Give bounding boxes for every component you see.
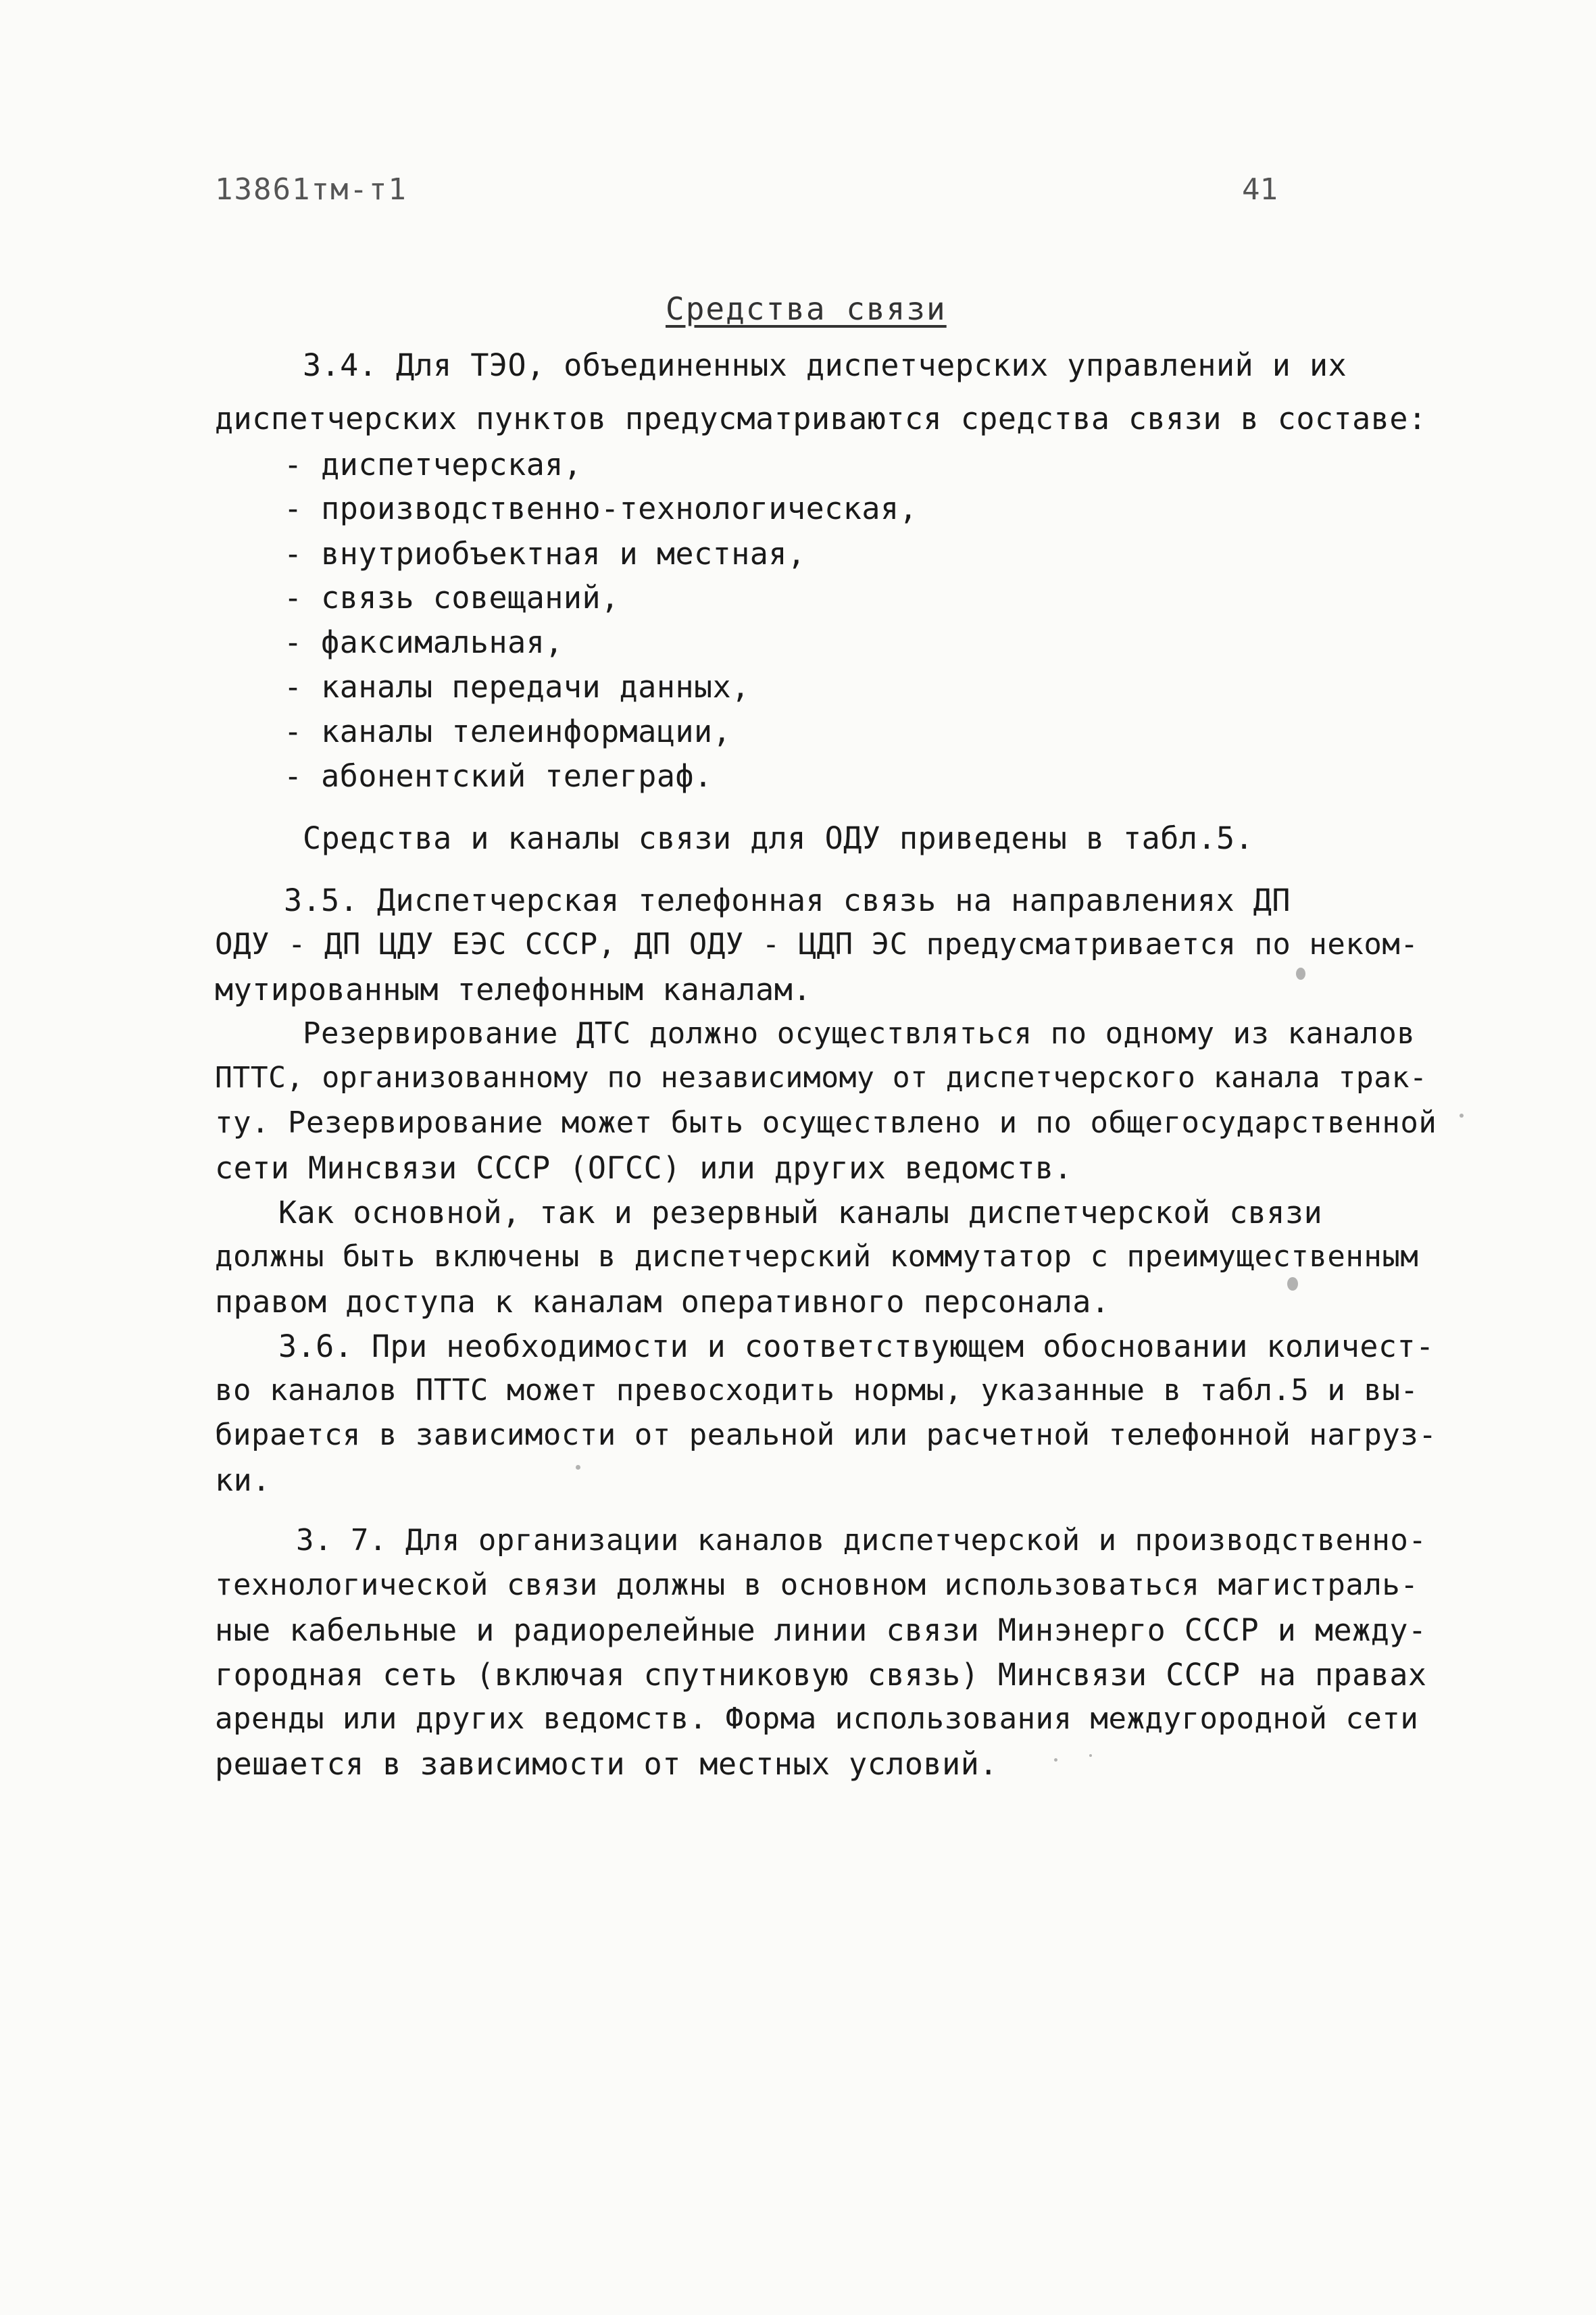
paragraph-3-7-line: ные кабельные и радиорелейные линии связи Минэнерго СССР и между- [215,1612,1427,1648]
paragraph-3-6-line: во каналов ПТТС может превосходить нормы, указанные в табл.5 и вы- [215,1373,1419,1408]
paragraph-reserve-line: ПТТС, организованному по независимому от диспетчерского канала трак- [215,1061,1428,1095]
paragraph-3-6-line: ки. [215,1462,271,1498]
paragraph-3-5-line: мутированным телефонным каналам. [215,972,812,1007]
paragraph-3-7-line: аренды или других ведомств. Форма использования междугородной сети [215,1701,1419,1736]
scan-speck [1287,1277,1298,1291]
scan-speck [1460,1114,1464,1118]
paragraph-reserve-line: сети Минсвязи СССР (ОГСС) или других ведомств. [215,1150,1073,1186]
list-item: - диспетчерская, [284,447,582,482]
list-item: - внутриобъектная и местная, [284,536,806,572]
scan-speck [1296,968,1305,980]
list-item: - факсимальная, [284,624,564,660]
paragraph-3-7-line: 3. 7. Для организации каналов диспетчерской и производственно- [296,1523,1427,1558]
paragraph-reserve-line: ту. Резервирование может быть осуществлено и по общегосударственной [215,1105,1437,1140]
list-item: - связь совещаний, [284,580,620,616]
page-number: 41 [1242,172,1278,207]
paragraph-channels-line: правом доступа к каналам оперативного персонала. [215,1284,1110,1320]
table-reference-note: Средства и каналы связи для ОДУ приведены в табл.5. [303,820,1254,856]
paragraph-3-7-line: технологической связи должны в основном использоваться магистраль- [215,1568,1419,1602]
paragraph-3-7-line: решается в зависимости от местных условий. [215,1746,998,1782]
paragraph-3-4-line: диспетчерских пунктов предусматриваются средства связи в составе: [215,401,1427,437]
scan-speck [1054,1758,1057,1762]
paragraph-3-6-line: 3.6. При необходимости и соответствующем обосновании количест- [278,1328,1435,1364]
scan-speck [576,1465,580,1470]
paragraph-3-5-line: 3.5. Диспетчерская телефонная связь на направлениях ДП [284,882,1291,918]
scan-speck [1089,1754,1092,1757]
paragraph-channels-line: должны быть включены в диспетчерский коммутатор с преимущественным [215,1239,1419,1274]
section-title: Средства связи [666,291,947,327]
paragraph-reserve-line: Резервирование ДТС должно осуществляться по одному из каналов [303,1016,1416,1051]
list-item: - каналы передачи данных, [284,669,750,705]
document-code: 13861тм-т1 [215,172,407,207]
paragraph-3-6-line: бирается в зависимости от реальной или расчетной телефонной нагруз- [215,1418,1437,1452]
paragraph-3-4-line: 3.4. Для ТЭО, объединенных диспетчерских управлений и их [303,347,1347,383]
list-item: - каналы телеинформации, [284,714,732,749]
list-item: - абонентский телеграф. [284,758,713,794]
list-item: - производственно-технологическая, [284,491,918,526]
paragraph-3-7-line: городная сеть (включая спутниковую связь) Минсвязи СССР на правах [215,1657,1427,1693]
paragraph-channels-line: Как основной, так и резервный каналы диспетчерской связи [278,1195,1323,1230]
paragraph-3-5-line: ОДУ - ДП ЦДУ ЕЭС СССР, ДП ОДУ - ЦДП ЭС предусматривается по неком- [215,927,1419,962]
